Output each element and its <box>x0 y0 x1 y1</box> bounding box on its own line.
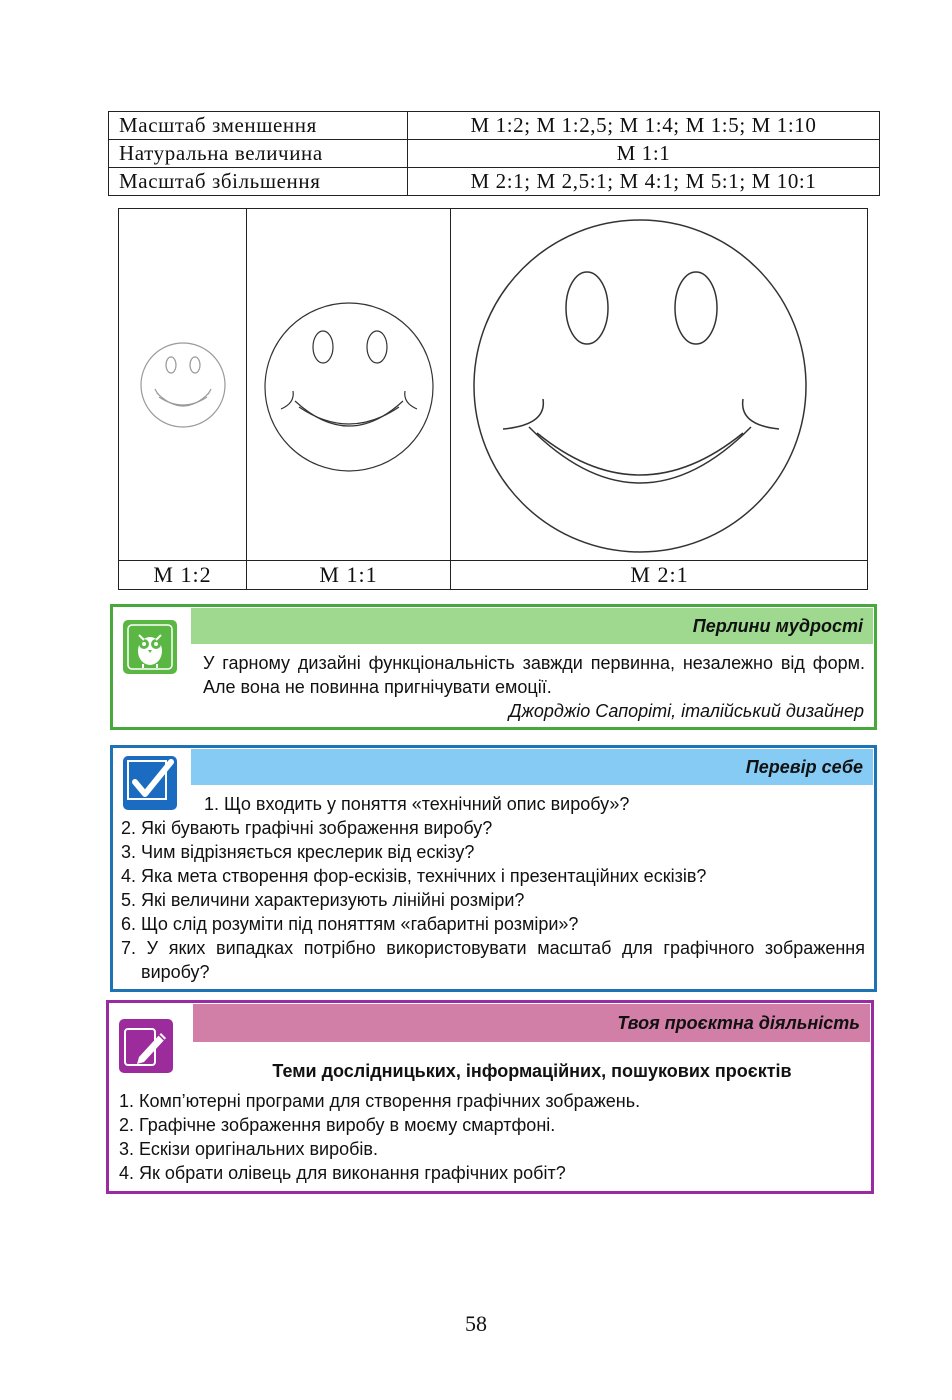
smiley-panel-large <box>451 209 868 589</box>
wisdom-quote: У гарному дизайні функціональність завжди первинна, незалежно від форм. Але вона не повинна пригнічувати емоції. <box>203 653 865 697</box>
table-cell: М 1:1 <box>408 140 880 168</box>
list-item: 1. Що входить у поняття «технічний опис виробу»? <box>204 794 630 814</box>
list-item: 3. Чим відрізняється креслерик від ескізу? <box>121 842 475 862</box>
list-item: 1. Комп’ютерні програми для створення графічних зображень. <box>119 1091 641 1111</box>
smiley-small-image <box>119 209 247 563</box>
self-check-box <box>110 745 877 992</box>
scale-caption: М 1:2 <box>119 560 246 589</box>
scale-table <box>108 111 880 196</box>
list-item: 2. Графічне зображення виробу в моєму смартфоні. <box>119 1115 556 1135</box>
scale-illustration <box>118 208 868 590</box>
smiley-large-image <box>451 209 868 563</box>
list-item: 3. Ескізи оригінальних виробів. <box>119 1139 378 1159</box>
wisdom-author: Джорджіо Сапоріті, італійський дизайнер <box>508 701 864 721</box>
list-item: 4. Яка мета створення фор-ескізів, технічних і презентаційних ескізів? <box>121 866 707 886</box>
wisdom-box <box>110 604 877 730</box>
list-item: 7. У яких випадках потрібно використовувати масштаб для графічного зображення виробу? <box>121 938 865 982</box>
table-row <box>109 112 880 140</box>
smiley-panel-small <box>119 209 247 589</box>
table-row <box>109 168 880 196</box>
smiley-natural-image <box>247 209 451 563</box>
smiley-panel-natural <box>247 209 451 589</box>
self-check-heading: Перевір себе <box>191 749 873 785</box>
pencil-icon <box>119 1019 173 1073</box>
list-item: 2. Які бувають графічні зображення виробу? <box>121 818 493 838</box>
scale-caption: М 2:1 <box>451 560 868 589</box>
project-topics <box>119 1089 640 1185</box>
project-subtitle: Теми дослідницьких, інформаційних, пошукових проєктів <box>272 1061 792 1081</box>
list-item: 4. Як обрати олівець для виконання графічних робіт? <box>119 1163 566 1183</box>
wisdom-heading: Перлини мудрості <box>191 608 873 644</box>
project-heading: Твоя проєктна діяльність <box>193 1004 870 1042</box>
table-cell: Масштаб зменшення <box>109 112 408 140</box>
table-row <box>109 140 880 168</box>
table-cell: М 1:2; М 1:2,5; М 1:4; М 1:5; М 1:10 <box>408 112 880 140</box>
table-cell: Натуральна величина <box>109 140 408 168</box>
table-cell: М 2:1; М 2,5:1; М 4:1; М 5:1; М 10:1 <box>408 168 880 196</box>
table-cell: Масштаб збільшення <box>109 168 408 196</box>
list-item: 6. Що слід розуміти під поняттям «габаритні розміри»? <box>121 914 579 934</box>
scale-caption: М 1:1 <box>247 560 450 589</box>
list-item: 5. Які величини характеризують лінійні розміри? <box>121 890 525 910</box>
page-number: 58 <box>465 1311 487 1336</box>
self-check-questions <box>121 792 865 984</box>
project-box <box>106 1000 874 1194</box>
owl-icon <box>123 620 177 674</box>
